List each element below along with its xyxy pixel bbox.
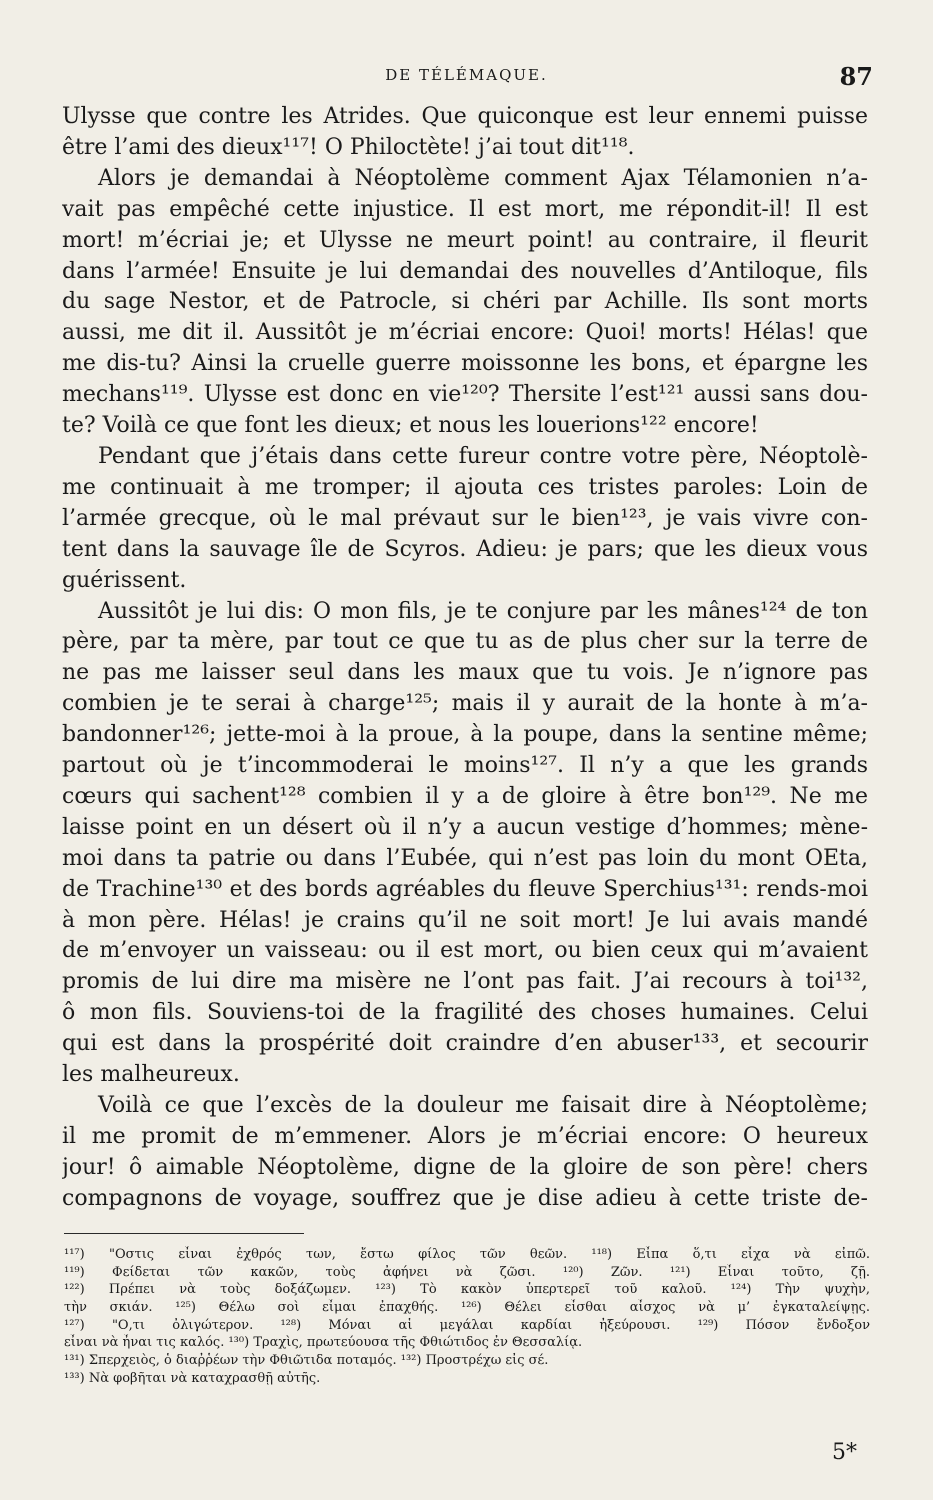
text-line: me dis-tu? Ainsi la cruelle guerre moissonne les bons, et épargne les xyxy=(62,351,868,377)
text-line: partout où je t’incommoderai le moins¹²⁷. Il n’y a que les grands xyxy=(62,753,868,779)
text-line: être l’ami des dieux¹¹⁷! O Philoctète! j’ai tout dit¹¹⁸. xyxy=(62,134,635,160)
text-line: ô mon fils. Souviens-toi de la fragilité des choses humaines. Celui xyxy=(62,1000,868,1026)
text-line: moi dans ta patrie ou dans l’Eubée, qui n’est pas loin du mont OEta, xyxy=(62,845,868,871)
footnote-line: ¹²²) Πρέπει νὰ τοὺς δοξάζωμεν. ¹²³) Τὸ κακὸν ὑπερτερεῖ τοῦ καλοῦ. ¹²⁴) Τὴν ψυχὴν, xyxy=(64,1282,870,1298)
text-line: qui est dans la prospérité doit craindre d’en abuser¹³³, et secourir xyxy=(62,1031,868,1057)
footnote-line: ¹³³) Νὰ φοβῆται νὰ καταχρασθῇ αὐτῆς. xyxy=(64,1370,321,1386)
text-line: mechans¹¹⁹. Ulysse est donc en vie¹²⁰? Thersite l’est¹²¹ aussi sans dou- xyxy=(62,382,868,408)
running-head: DE TÉLÉMAQUE. xyxy=(385,66,548,84)
main-text xyxy=(62,102,868,1215)
page-header xyxy=(60,62,873,92)
text-line: de Trachine¹³⁰ et des bords agréables du fleuve Sperchius¹³¹: rends-moi xyxy=(62,876,868,902)
text-line: me continuait à me tromper; il ajouta ces tristes paroles: Loin de xyxy=(62,474,868,500)
text-line: Alors je demandai à Néoptolème comment Ajax Télamonien n’a- xyxy=(98,165,868,191)
footnote-line: ¹²⁷) "Ο,τι ὀλιγώτερον. ¹²⁸) Μόναι αἱ μεγάλαι καρδίαι ἠξεύρουσι. ¹²⁹) Πόσον ἔνδοξον xyxy=(64,1317,870,1333)
text-line: jour! ô aimable Néoptolème, digne de la gloire de son père! chers xyxy=(62,1154,868,1180)
text-line: mort! m’écriai je; et Ulysse ne meurt point! au contraire, il fleurit xyxy=(62,227,868,253)
text-line: Voilà ce que l’excès de la douleur me faisait dire à Néoptolème; xyxy=(98,1093,868,1118)
text-line: les malheureux. xyxy=(62,1062,240,1088)
text-line: guérissent. xyxy=(62,567,187,593)
text-line: compagnons de voyage, souffrez que je dise adieu à cette triste de- xyxy=(62,1185,868,1211)
text-line: Aussitôt je lui dis: O mon fils, je te conjure par les mânes¹²⁴ de ton xyxy=(98,598,868,624)
text-line: te? Voilà ce que font les dieux; et nous les louerions¹²² encore! xyxy=(62,413,759,439)
text-line: promis de lui dire ma misère ne l’ont pas fait. J’ai recours à toi¹³², xyxy=(62,969,868,995)
text-line: père, par ta mère, par tout ce que tu as de plus cher sur la terre de xyxy=(62,629,868,655)
text-line: dans l’armée! Ensuite je lui demandai des nouvelles d’Antiloque, fils xyxy=(62,258,868,284)
footnote-divider xyxy=(64,1233,304,1234)
footnote-line: τὴν σκιάν. ¹²⁵) Θέλω σοὶ εἶμαι ἐπαχθής. ¹²⁶) Θέλει εἶσθαι αἶσχος νὰ μ’ ἐγκαταλείψῃς. xyxy=(64,1300,870,1316)
text-line: de m’envoyer un vaisseau: ou il est mort, ou bien ceux qui m’avaient xyxy=(62,938,868,964)
footnote-line: ¹³¹) Σπερχειὸς, ὁ διαῤῥέων τὴν Φθιῶτιδα ποταμός. ¹³²) Προστρέχω εἰς σέ. xyxy=(64,1353,549,1369)
text-line: du sage Nestor, et de Patrocle, si chéri par Achille. Ils sont morts xyxy=(62,289,868,315)
text-line: il me promit de m’emmener. Alors je m’écriai encore: O heureux xyxy=(62,1123,868,1149)
footnote-line: εἶναι νὰ ἦναι τις καλός. ¹³⁰) Τραχὶς, πρωτεύουσα τῆς Φθιώτιδος ἐν Θεσσαλίᾳ. xyxy=(64,1335,583,1351)
text-line: cœurs qui sachent¹²⁸ combien il y a de gloire à être bon¹²⁹. Ne me xyxy=(62,783,868,809)
text-line: combien je te serai à charge¹²⁵; mais il y aurait de la honte à m’a- xyxy=(62,691,868,717)
text-line: Ulysse que contre les Atrides. Que quiconque est leur ennemi puisse xyxy=(62,104,868,129)
text-line: à mon père. Hélas! je crains qu’il ne soit mort! Je lui avais mandé xyxy=(62,907,868,933)
text-line: tent dans la sauvage île de Scyros. Adieu: je pars; que les dieux vous xyxy=(62,536,868,562)
text-line: l’armée grecque, où le mal prévaut sur le bien¹²³, je vais vivre con- xyxy=(62,505,868,531)
page-number: 87 xyxy=(839,62,873,91)
signature-mark: 5* xyxy=(832,1440,857,1465)
footnote-line: ¹¹⁹) Φείδεται τῶν κακῶν, τοὺς ἀφήνει νὰ ζῶσι. ¹²⁰) Ζῶν. ¹²¹) Εἶναι τοῦτο, ζῇ. xyxy=(64,1264,870,1280)
text-line: Pendant que j’étais dans cette fureur contre votre père, Néoptolè- xyxy=(98,443,868,469)
text-line: bandonner¹²⁶; jette-moi à la proue, à la poupe, dans la sentine même; xyxy=(62,722,868,748)
footnote-line: ¹¹⁷) "Οστις εἶναι ἐχθρός των, ἔστω φίλος τῶν θεῶν. ¹¹⁸) Εἶπα ὅ,τι εἶχα νὰ εἰπῶ. xyxy=(64,1247,870,1262)
text-line: aussi, me dit il. Aussitôt je m’écriai encore: Quoi! morts! Hélas! que xyxy=(62,320,868,346)
text-line: vait pas empêché cette injustice. Il est mort, me répondit-il! Il est xyxy=(62,196,868,222)
text-line: laisse point en un désert où il n’y a aucun vestige d’hommes; mène- xyxy=(62,814,868,840)
footnotes xyxy=(64,1246,870,1388)
text-line: ne pas me laisser seul dans les maux que tu vois. Je n’ignore pas xyxy=(62,660,868,686)
